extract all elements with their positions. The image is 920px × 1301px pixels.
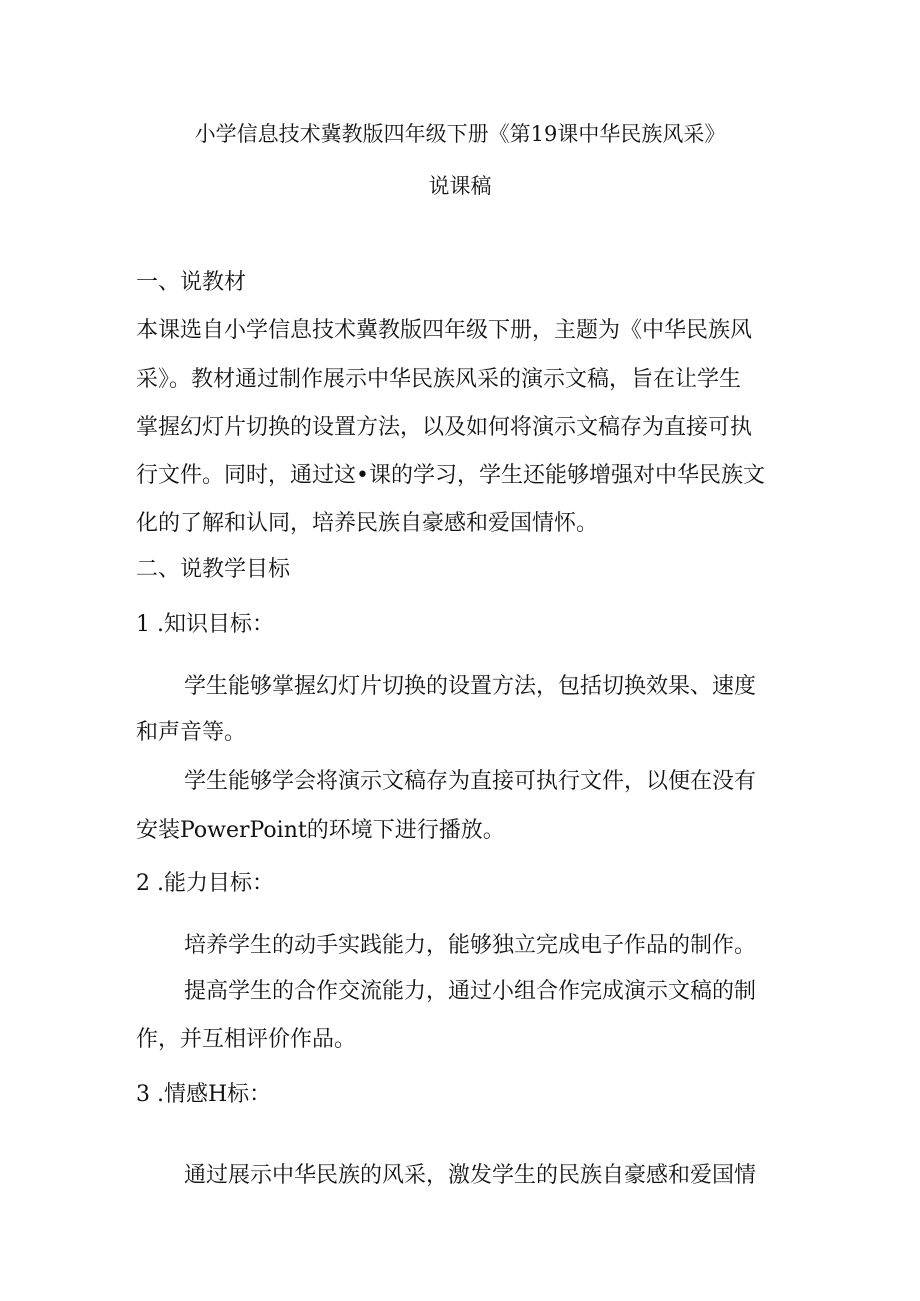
goal-heading-ability: 2 .能力目标： bbox=[136, 871, 274, 896]
paragraph-line: 提高学生的合作交流能力，通过小组合作完成演示文稿的制 bbox=[184, 979, 757, 1004]
paragraph-line: 采》。教材通过制作展示中华民族风采的演示文稿，旨在让学生 bbox=[136, 367, 742, 392]
goal-heading-emotion: 3 .情感H标： bbox=[136, 1082, 272, 1107]
paragraph-line: 作，并互相评价作品。 bbox=[136, 1027, 357, 1052]
section-heading-textbook: 一、说教材 bbox=[136, 270, 247, 295]
paragraph-line: 和声音等。 bbox=[136, 720, 247, 745]
goal-heading-knowledge: 1 .知识目标： bbox=[136, 612, 274, 637]
paragraph-line: 培养学生的动手实践能力，能够独立完成电子作品的制作。 bbox=[184, 933, 757, 958]
paragraph-line: 本课选自小学信息技术冀教版四年级下册，主题为《中华民族风 bbox=[136, 318, 753, 343]
paragraph-line: 学生能够学会将演示文稿存为直接可执行文件，以便在没有 bbox=[184, 769, 757, 794]
document-subtitle: 说课稿 bbox=[428, 174, 492, 198]
paragraph-line: 行文件。同时，通过这•课的学习，学生还能够增强对中华民族文 bbox=[136, 463, 765, 488]
paragraph-line: 掌握幻灯片切换的设置方法，以及如何将演示文稿存为直接可执 bbox=[136, 415, 753, 440]
section-heading-goals: 二、说教学目标 bbox=[136, 557, 291, 582]
paragraph-line: 学生能够掌握幻灯片切换的设置方法，包括切换效果、速度 bbox=[184, 674, 757, 699]
paragraph-line: 安装PowerPoint的环境下进行播放。 bbox=[136, 818, 505, 843]
paragraph-line: 通过展示中华民族的风采，激发学生的民族自豪感和爱国情 bbox=[184, 1163, 757, 1188]
document-title: 小学信息技术冀教版四年级下册《第19课中华民族风采》 bbox=[194, 122, 726, 146]
paragraph-line: 化的了解和认同，培养民族自豪感和爱国情怀。 bbox=[136, 511, 599, 536]
